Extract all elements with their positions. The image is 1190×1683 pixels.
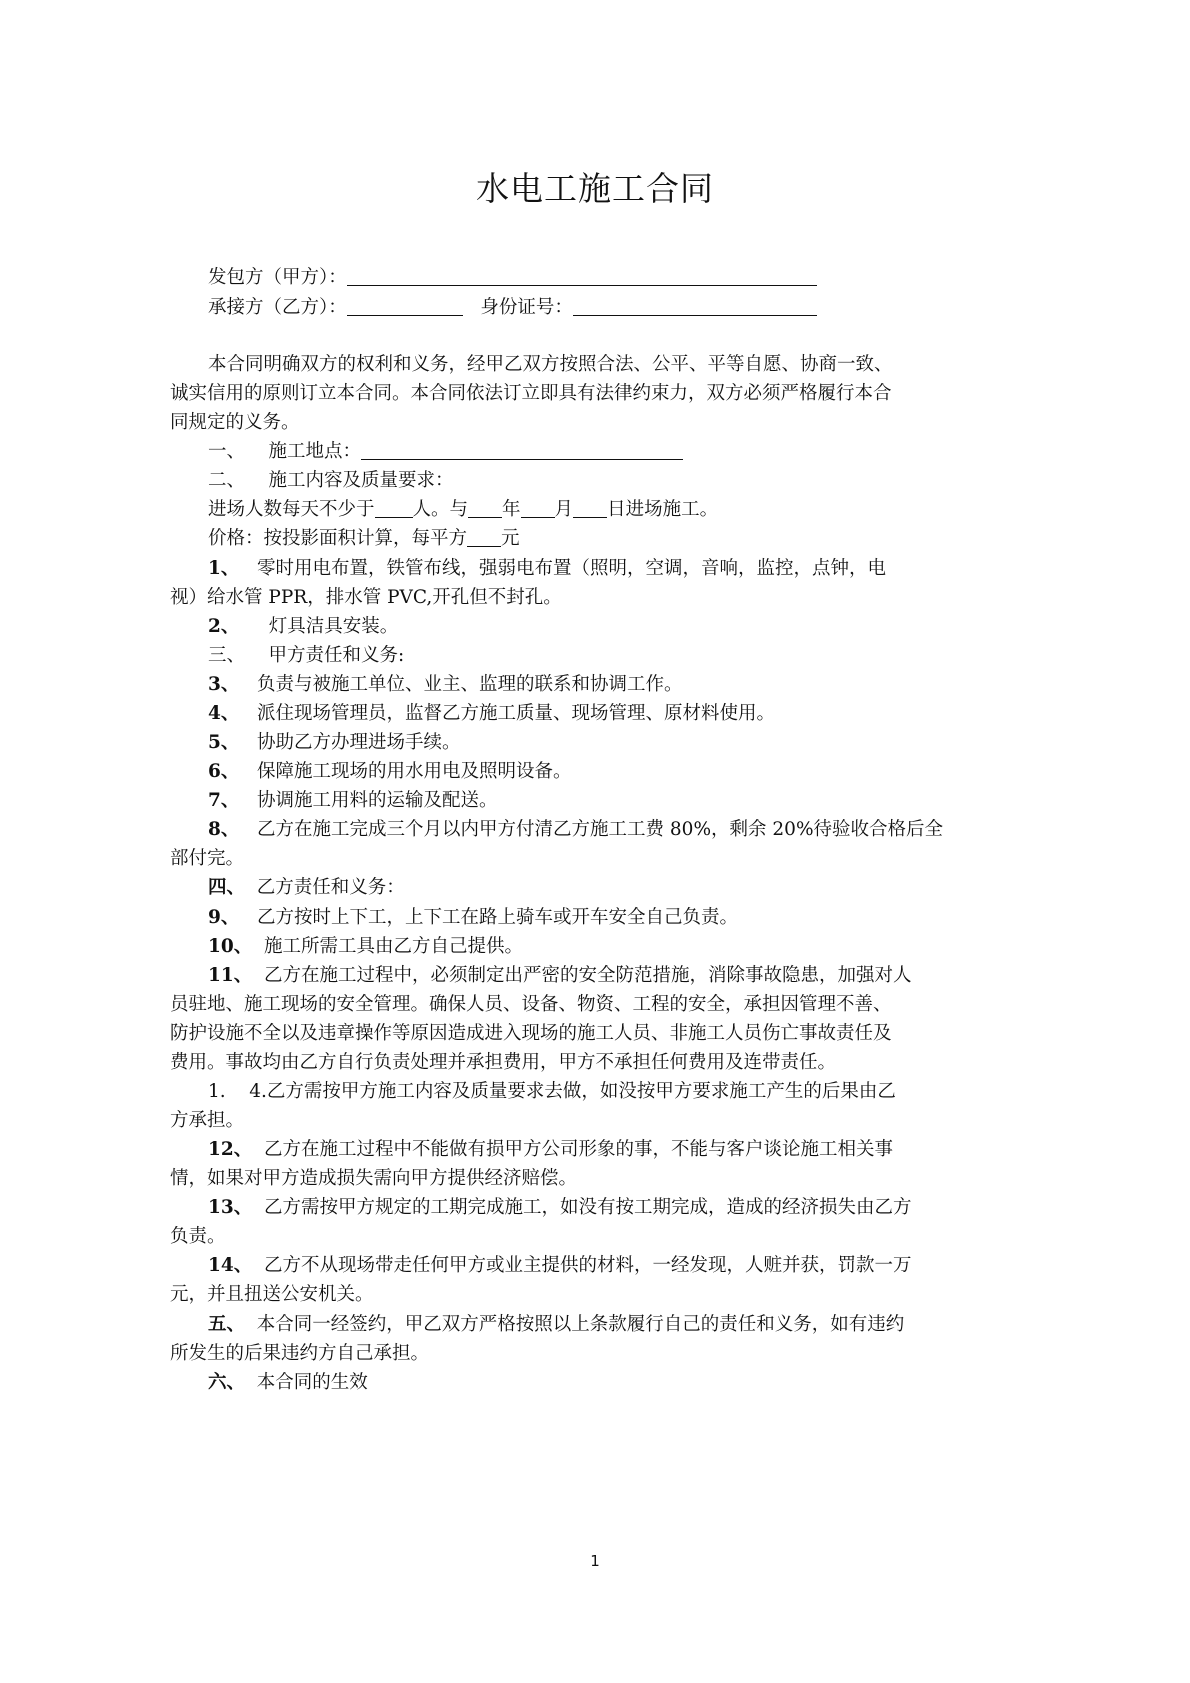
item-13-cont: 负责。 — [170, 1226, 226, 1247]
item-14-cont: 元，并且扭送公安机关。 — [170, 1284, 374, 1305]
entry-text: 年 — [502, 499, 521, 520]
item-1-cont: 视）给水管 PPR，排水管 PVC,开孔但不封孔。 — [170, 587, 562, 608]
item-text: 乙方按时上下工，上下工在路上骑车或开车安全自己负责。 — [257, 907, 739, 928]
item-7 — [208, 789, 498, 813]
section-heading: 乙方责任和义务： — [256, 877, 405, 898]
item-text: 乙方在施工过程中，必须制定出严密的安全防范措施，消除事故隐患，加强对人 — [264, 965, 912, 986]
section-5 — [208, 1313, 904, 1337]
item-12-cont: 情，如果对甲方造成损失需向甲方提供经济赔偿。 — [170, 1168, 578, 1189]
party-a-line — [208, 266, 817, 290]
section-number: 六、 — [208, 1372, 246, 1393]
item-11-cont: 员驻地、施工现场的安全管理。确保人员、设备、物资、工程的安全，承担因管理不善、 — [170, 994, 892, 1015]
item-6 — [208, 760, 572, 784]
section-6 — [208, 1371, 368, 1395]
item-number: 13、 — [208, 1197, 253, 1218]
intro-line: 本合同明确双方的权利和义务，经甲乙双方按照合法、公平、平等自愿、协商一致、 — [208, 354, 893, 375]
page-number: 1 — [590, 1552, 600, 1570]
section-3 — [208, 644, 404, 668]
item-text: 保障施工现场的用水用电及照明设备。 — [257, 761, 572, 782]
item-text: 乙方不从现场带走任何甲方或业主提供的材料，一经发现，人赃并获，罚款一万 — [264, 1255, 912, 1276]
id-blank — [573, 299, 817, 316]
item-text: 协助乙方办理进场手续。 — [257, 732, 461, 753]
item-9 — [208, 906, 738, 930]
section-2 — [208, 469, 454, 493]
intro-line: 同规定的义务。 — [170, 412, 300, 433]
item-number: 9、 — [208, 907, 240, 928]
item-1b-cont: 方承担。 — [170, 1110, 245, 1131]
section-1 — [208, 440, 683, 464]
item-1b — [208, 1080, 896, 1104]
item-8 — [208, 818, 943, 842]
item-number: 2、 — [208, 616, 240, 637]
item-text: 负责与被施工单位、业主、监理的联系和协调工作。 — [257, 674, 683, 695]
item-text: 派住现场管理员，监督乙方施工质量、现场管理、原材料使用。 — [257, 703, 776, 724]
item-number: 12、 — [208, 1139, 253, 1160]
item-14 — [208, 1254, 912, 1278]
section-heading: 本合同一经签约，甲乙双方严格按照以上条款履行自己的责任和义务，如有违约 — [256, 1314, 905, 1335]
item-text: 乙方在施工过程中不能做有损甲方公司形象的事，不能与客户谈论施工相关事 — [264, 1139, 894, 1160]
day-blank — [573, 501, 607, 518]
item-11-cont: 防护设施不全以及违章操作等原因造成进入现场的施工人员、非施工人员伤亡事故责任及 — [170, 1023, 892, 1044]
party-b-blank — [347, 299, 463, 316]
section-number: 四、 — [208, 877, 246, 898]
party-a-blank — [347, 269, 817, 286]
entry-line — [208, 498, 718, 522]
headcount-blank — [375, 501, 413, 518]
party-a-label: 发包方（甲方）： — [208, 267, 347, 288]
month-blank — [521, 501, 555, 518]
item-number: 1. — [208, 1081, 226, 1102]
section-number: 二、 — [208, 470, 246, 491]
item-number: 3、 — [208, 674, 240, 695]
section-heading: 本合同的生效 — [256, 1372, 368, 1393]
section-heading: 施工地点： — [268, 441, 362, 462]
section-number: 五、 — [208, 1314, 246, 1335]
item-number: 7、 — [208, 790, 240, 811]
item-5 — [208, 731, 461, 755]
section-number: 一、 — [208, 441, 246, 462]
section-4 — [208, 876, 405, 900]
item-number: 10、 — [208, 936, 253, 957]
section-heading: 甲方责任和义务: — [268, 645, 405, 666]
entry-text: 月 — [554, 499, 574, 520]
item-number: 4、 — [208, 703, 240, 724]
price-line — [208, 527, 520, 551]
page-title: 水电工施工合同 — [476, 169, 714, 208]
section-number: 三、 — [208, 645, 246, 666]
item-number: 8、 — [208, 819, 240, 840]
item-number: 11、 — [208, 965, 253, 986]
item-text: 零时用电布置，铁管布线，强弱电布置（照明，空调，音响，监控，点钟，电 — [257, 558, 887, 579]
item-number: 14、 — [208, 1255, 253, 1276]
item-text: 4.乙方需按甲方施工内容及质量要求去做，如没按甲方要求施工产生的后果由乙 — [249, 1081, 896, 1102]
item-text: 灯具洁具安装。 — [268, 616, 399, 637]
entry-text: 进场人数每天不少于 — [208, 499, 375, 520]
item-1 — [208, 557, 886, 581]
item-13 — [208, 1196, 912, 1220]
entry-text: 日进场施工。 — [607, 499, 719, 520]
item-3 — [208, 673, 683, 697]
item-12 — [208, 1138, 893, 1162]
intro-line: 诚实信用的原则订立本合同。本合同依法订立即具有法律约束力，双方必须严格履行本合 — [170, 383, 892, 404]
price-text: 元 — [501, 528, 520, 549]
item-number: 6、 — [208, 761, 240, 782]
item-4 — [208, 702, 775, 726]
id-label: 身份证号： — [480, 297, 573, 318]
item-11 — [208, 964, 912, 988]
item-10 — [208, 935, 523, 959]
party-b-label: 承接方（乙方）： — [208, 297, 347, 318]
item-8-cont: 部付完。 — [170, 848, 245, 869]
section-5-cont: 所发生的后果违约方自己承担。 — [170, 1343, 430, 1364]
item-number: 5、 — [208, 732, 240, 753]
entry-text: 人。与 — [412, 499, 469, 520]
price-blank — [467, 530, 501, 547]
section-heading: 施工内容及质量要求： — [268, 470, 454, 491]
item-11-cont: 费用。事故均由乙方自行负责处理并承担费用，甲方不承担任何费用及连带责任。 — [170, 1052, 837, 1073]
item-number: 1、 — [208, 558, 240, 579]
location-blank — [361, 443, 683, 460]
item-text: 乙方需按甲方规定的工期完成施工，如没有按工期完成，造成的经济损失由乙方 — [264, 1197, 912, 1218]
item-text: 协调施工用料的运输及配送。 — [257, 790, 498, 811]
year-blank — [468, 501, 502, 518]
price-text: 价格：按投影面积计算，每平方 — [208, 528, 468, 549]
item-2 — [208, 615, 398, 639]
party-b-line — [208, 296, 817, 320]
item-text: 乙方在施工完成三个月以内甲方付清乙方施工工费 80%，剩余 20%待验收合格后全 — [257, 819, 944, 840]
item-text: 施工所需工具由乙方自己提供。 — [264, 936, 524, 957]
